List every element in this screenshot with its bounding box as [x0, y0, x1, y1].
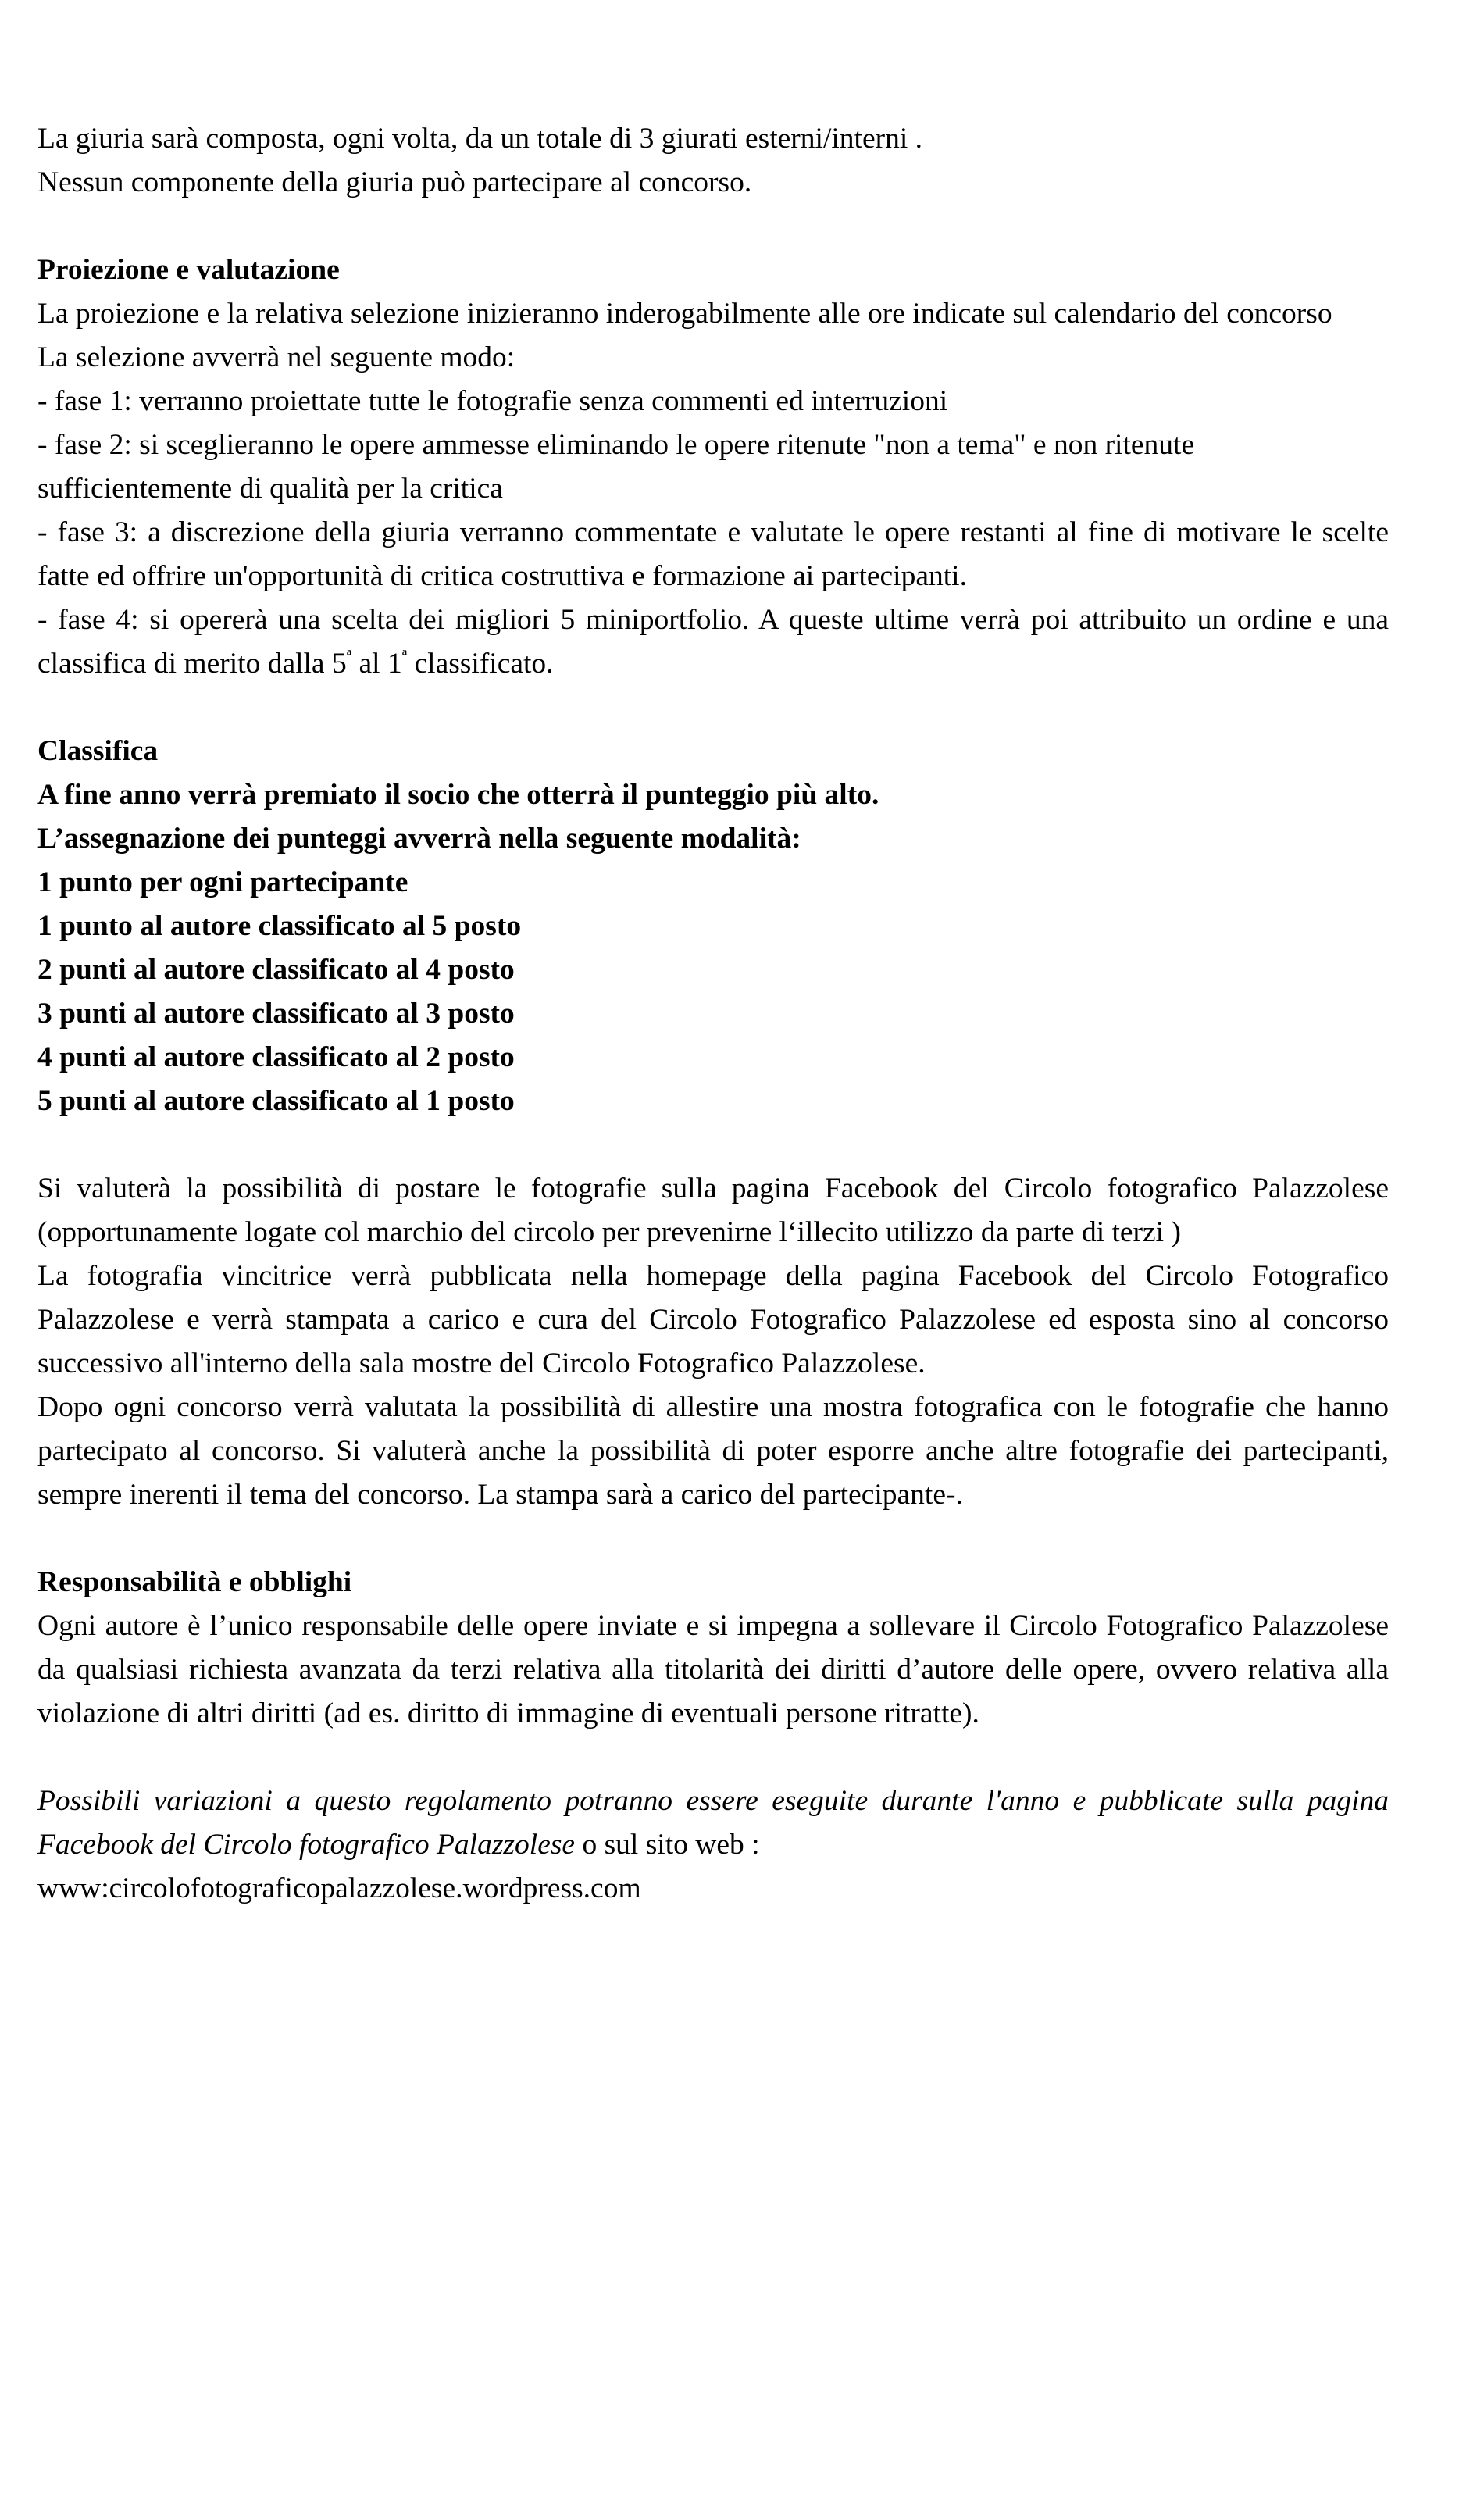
fase-4-text-part-3: classificato.: [407, 648, 554, 680]
spacer-after-classifica: [37, 1123, 1389, 1167]
facebook-para-2: La fotografia vincitrice verrà pubblicata nella homepage della pagina Facebook del Circolo Fotografico Palazzolese e verrà stampata a carico e cura del Circolo Fotografico Palazzolese ed esposta sino al concorso successivo all'interno della sala mostre del Circolo Fotografico Palazzolese.: [37, 1260, 1389, 1379]
spacer-after-facebook: [37, 1517, 1389, 1561]
fase-4-text-part-2: al 1: [351, 648, 402, 680]
fase-3-item: - fase 3: a discrezione della giuria verranno commentate e valutate le opere restanti al fine di motivare le scelte fatte ed offrire un'opportunità di critica costruttiva e formazione ai partecipanti.: [37, 516, 1389, 592]
section-footer: [37, 1779, 1389, 1911]
footer-note: [37, 1779, 1389, 1867]
spacer-after-responsabilita: [37, 1736, 1389, 1779]
spacer-after-intro: [37, 205, 1389, 248]
classifica-point-item: 2 punti al autore classificato al 4 posto: [37, 954, 515, 986]
proiezione-para-1: La proiezione e la relativa selezione inizieranno inderogabilmente alle ore indicate sul calendario del concorso: [37, 298, 1332, 330]
facebook-para-1: Si valuterà la possibilità di postare le fotografie sulla pagina Facebook del Circolo fotografico Palazzolese (opportunamente logate col marchio del circolo per prevenirne l‘illecito utilizzo da parte di terzi ): [37, 1172, 1389, 1248]
intro-block: [37, 117, 1389, 205]
proiezione-para-2: La selezione avverrà nel seguente modo:: [37, 341, 515, 373]
fase-4-ordinal-5: ª: [346, 646, 352, 667]
section-classifica: [37, 730, 1389, 1123]
section-facebook: [37, 1167, 1389, 1517]
facebook-para-3: Dopo ogni concorso verrà valutata la possibilità di allestire una mostra fotografica con le fotografie che hanno partecipato al concorso. Si valuterà anche la possibilità di poter esporre anche altre fotografie dei partecipanti, sempre inerenti il tema del concorso. La stampa sarà a carico del partecipante-.: [37, 1391, 1389, 1511]
footer-italic-text: Possibili variazioni a questo regolamento potranno essere eseguite durante l'anno e pubblicate sulla pagina Facebook del Circolo fotografico Palazzolese: [37, 1785, 1389, 1861]
classifica-line-1: A fine anno verrà premiato il socio che otterrà il punteggio più alto.: [37, 779, 879, 811]
document-body: [37, 117, 1389, 1911]
intro-line-2: Nessun componente della giuria può partecipare al concorso.: [37, 166, 752, 198]
spacer-after-proiezione: [37, 686, 1389, 730]
classifica-point-item: 4 punti al autore classificato al 2 posto: [37, 1041, 515, 1073]
heading-classifica: Classifica: [37, 735, 159, 767]
fase-4-text-part-1: - fase 4: si opererà una scelta dei migliori 5 miniportfolio. A queste ultime verrà poi attribuito un ordine e una classifica di merito dalla 5: [37, 604, 1389, 680]
classifica-point-item: 1 punto al autore classificato al 5 posto: [37, 910, 522, 942]
classifica-point-item: 1 punto per ogni partecipante: [37, 866, 408, 898]
intro-line-1: La giuria sarà composta, ogni volta, da un totale di 3 giurati esterni/interni .: [37, 123, 923, 155]
classifica-point-item: 5 punti al autore classificato al 1 posto: [37, 1085, 515, 1117]
fase-4-item: [37, 598, 1389, 686]
fase-2-item: - fase 2: si sceglieranno le opere ammesse eliminando le opere ritenute "non a tema" e non ritenute sufficientemente di qualità per la critica: [37, 429, 1195, 505]
heading-proiezione: Proiezione e valutazione: [37, 254, 340, 286]
responsabilita-para-1: Ogni autore è l’unico responsabile delle opere inviate e si impegna a sollevare il Circolo Fotografico Palazzolese da qualsiasi richiesta avanzata da terzi relativa alla titolarità dei diritti d’autore delle opere, ovvero relativa alla violazione di altri diritti (ad es. diritto di immagine di eventuali persone ritratte).: [37, 1610, 1389, 1729]
section-proiezione: [37, 248, 1389, 686]
classifica-line-2: L’assegnazione dei punteggi avverrà nella seguente modalità:: [37, 823, 801, 855]
heading-responsabilita: Responsabilità e obblighi: [37, 1566, 352, 1598]
footer-website-url: www:circolofotograficopalazzolese.wordpress.com: [37, 1872, 641, 1904]
section-responsabilita: [37, 1561, 1389, 1736]
footer-tail-roman: o sul sito web :: [575, 1829, 760, 1861]
fase-1-item: - fase 1: verranno proiettate tutte le fotografie senza commenti ed interruzioni: [37, 385, 948, 417]
classifica-point-item: 3 punti al autore classificato al 3 posto: [37, 998, 515, 1030]
fase-4-ordinal-1: ª: [401, 646, 408, 667]
